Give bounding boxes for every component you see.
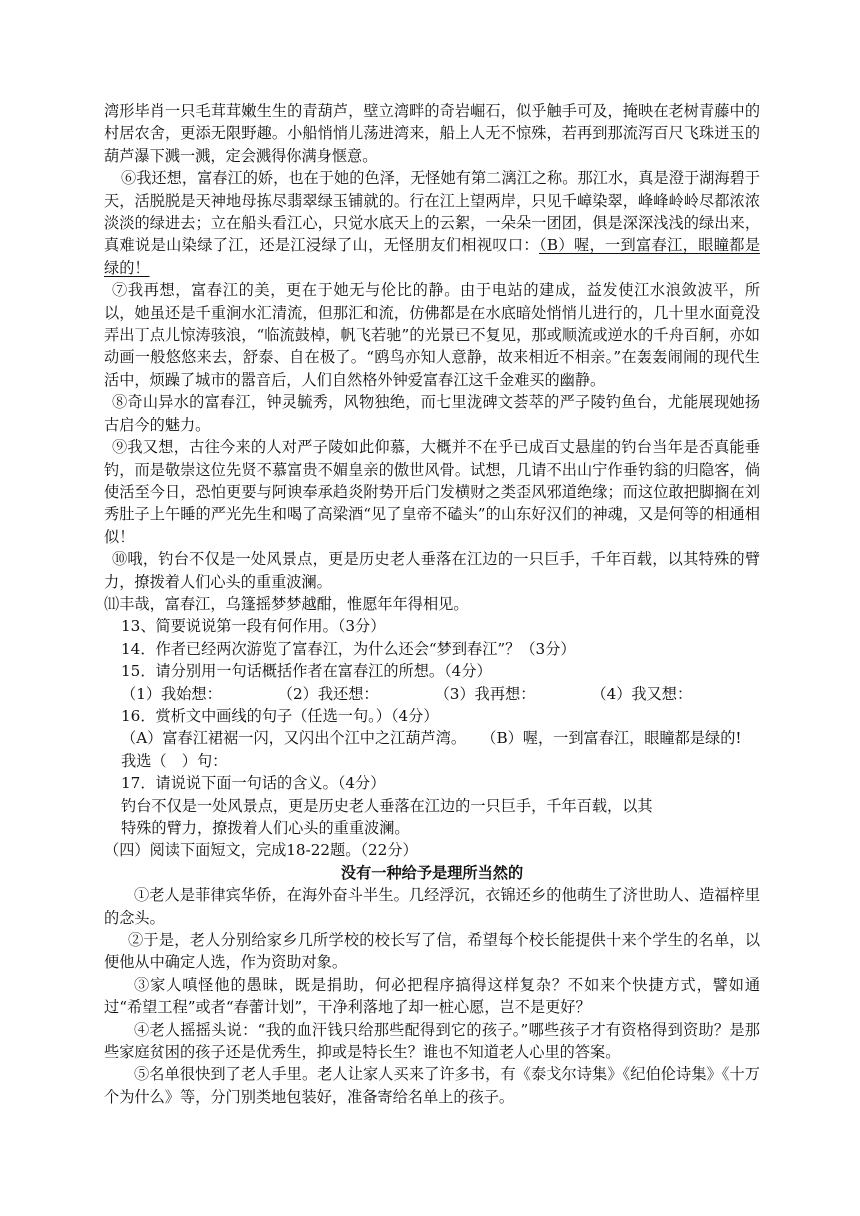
question-16-pick: 我选（ ）句： [121, 751, 228, 770]
question-14: 14．作者已经两次游览了富春江，为什么还会“梦到春江”？（3分） [121, 639, 576, 658]
paragraph-7: ⑦我再想，富春江的美，更在于她无与伦比的静。由于电站的建成，益发使江水浪敛波平，所以，她虽还是千重涧水汇清流，但那汇和流，仿佛都是在水底暗处悄悄儿进行的，几十里水面竟没弄出丁点儿惊涛骇浪，“临流鼓棹，帆飞若驰”的光景已不复见，那或顺流或逆水的千舟百舸，亦如动画一般悠悠来去，舒泰、自在极了。“鸥鸟亦知人意静，故来相近不相亲。”在轰轰闹闹的现代生活中，烦躁了城市的嚣音后，人们自然格外钟爱富春江这千金难买的幽静。 [104, 281, 760, 389]
paragraph-11: ⑾丰哉，富春江，乌篷摇梦梦越酣，惟愿年年得相见。 [104, 594, 469, 613]
question-13: 13、简要说说第一段有何作用。（3分） [121, 617, 386, 636]
passage-paragraph-5: ⑤名单很快到了老人手里。老人让家人买来了许多书，有《泰戈尔诗集》《纪伯伦诗集》《十万个为什么》等，分门别类地包装好，准备寄给名单上的孩子。 [104, 1065, 760, 1106]
question-16-sentence-b: （B）喔，一到富春江，眼瞳都是绿的! [488, 729, 742, 748]
paragraph-6-text: ⑥我还想，富春江的娇，也在于她的色泽，无怪她有第二漓江之称。那江水，真是澄于湖海碧于天，活脱脱是天神地母拣尽翡翠绿玉铺就的。行在江上望两岸，只见千嶂染翠，峰峰岭岭尽都浓浓淡淡的绿进去；立在船头看江心，只觉水底天上的云絮，一朵朵一团团，俱是深深浅浅的绿出来，真难说是山染绿了江，还是江浸绿了山，无怪朋友们相视叹口： [104, 169, 760, 255]
question-15-option: （4）我又想： [591, 684, 693, 703]
passage-paragraph-2: ②于是，老人分别给家乡几所学校的校长写了信，希望每个校长能提供十来个学生的名单，以便他从中确定人选，作为资助对象。 [104, 931, 760, 972]
passage-paragraph-4: ④老人摇摇头说：“我的血汗钱只给那些配得到它的孩子。”哪些孩子才有资格得到资助？是那些家庭贫困的孩子还是优秀生，抑或是特长生？谁也不知道老人心里的答案。 [104, 1020, 760, 1062]
question-17-quote-line-1: 钓台不仅是一处风景点，更是历史老人垂落在江边的一只巨手，千年百载，以其 [121, 796, 653, 815]
underlined-sentence-b: （B）喔，一到富春江，眼瞳都是绿的！ [104, 236, 761, 277]
passage-title: 没有一种给予是理所当然的 [340, 863, 524, 882]
paragraph-5-tail: 湾形毕肖一只毛茸茸嫩生生的青葫芦，壁立湾畔的奇岩崛石，似乎触手可及，掩映在老树青藤中的村居农舍，更添无限野趣。小船悄悄儿荡进湾来，船上人无不惊殊，若再到那流泻百尺飞珠迸玉的葫芦瀑下溅一溅，定会溅得你满身惬意。 [104, 102, 760, 165]
passage-paragraph-1: ①老人是菲律宾华侨，在海外奋斗半生。几经浮沉，衣锦还乡的他萌生了济世助人、造福梓里的念头。 [104, 886, 760, 927]
question-15-option: （3）我再想： [434, 684, 536, 703]
question-15-options [104, 683, 760, 705]
question-15: 15．请分别用一句话概括作者在富春江的所想。（4分） [121, 662, 492, 681]
question-16-sentences [104, 727, 760, 749]
paragraph-10: ⑩哦，钓台不仅是一处风景点，更是历史老人垂落在江边的一只巨手，千年百载，以其特殊的臂力，撩拨着人们心头的重重波澜。 [104, 550, 760, 591]
passage-paragraph-3: ③家人嗔怪他的愚昧，既是捐助，何必把程序搞得这样复杂？不如来个快捷方式，譬如通过“希望工程”或者“春蕾计划”，干净利落地了却一桩心愿，岂不是更好？ [104, 975, 760, 1017]
question-15-option: （1）我始想： [121, 684, 222, 703]
paragraph-6 [104, 167, 760, 279]
document-page [104, 100, 760, 1108]
paragraph-8: ⑧奇山异水的富春江，钟灵毓秀，风物独绝，而七里泷碑文荟萃的严子陵钓鱼台，尤能展现她扬古启今的魅力。 [104, 393, 760, 434]
question-16-sentence-a: （A）富春江裙裾一闪，又闪出个江中之江葫芦湾。 [121, 729, 459, 748]
question-16: 16．赏析文中画线的句子（任选一句。）（4分） [121, 706, 439, 725]
question-15-option: （2）我还想： [277, 684, 379, 703]
paragraph-9: ⑨我又想，古往今来的人对严子陵如此仰慕，大概并不在乎已成百丈悬崖的钓台当年是否真能垂钓，而是敬崇这位先贤不慕富贵不媚皇亲的傲世风骨。试想，几请不出山宁作垂钓翁的归隐客，倘使活至今日，恐怕更要与阿谀奉承趋炎附势开后门发横财之类歪风邪道绝缘；而这位敢把脚搁在刘秀肚子上午睡的严光先生和喝了高梁酒“见了皇帝不磕头”的山东好汉们的神魂，又是何等的相通相似！ [104, 438, 760, 546]
question-17: 17．请说说下面一句话的含义。（4分） [121, 774, 386, 793]
section-4-heading: （四）阅读下面短文，完成18-22题。（22分） [104, 841, 418, 860]
question-17-quote-line-2: 特殊的臂力，撩拨着人们心头的重重波澜。 [121, 819, 410, 837]
